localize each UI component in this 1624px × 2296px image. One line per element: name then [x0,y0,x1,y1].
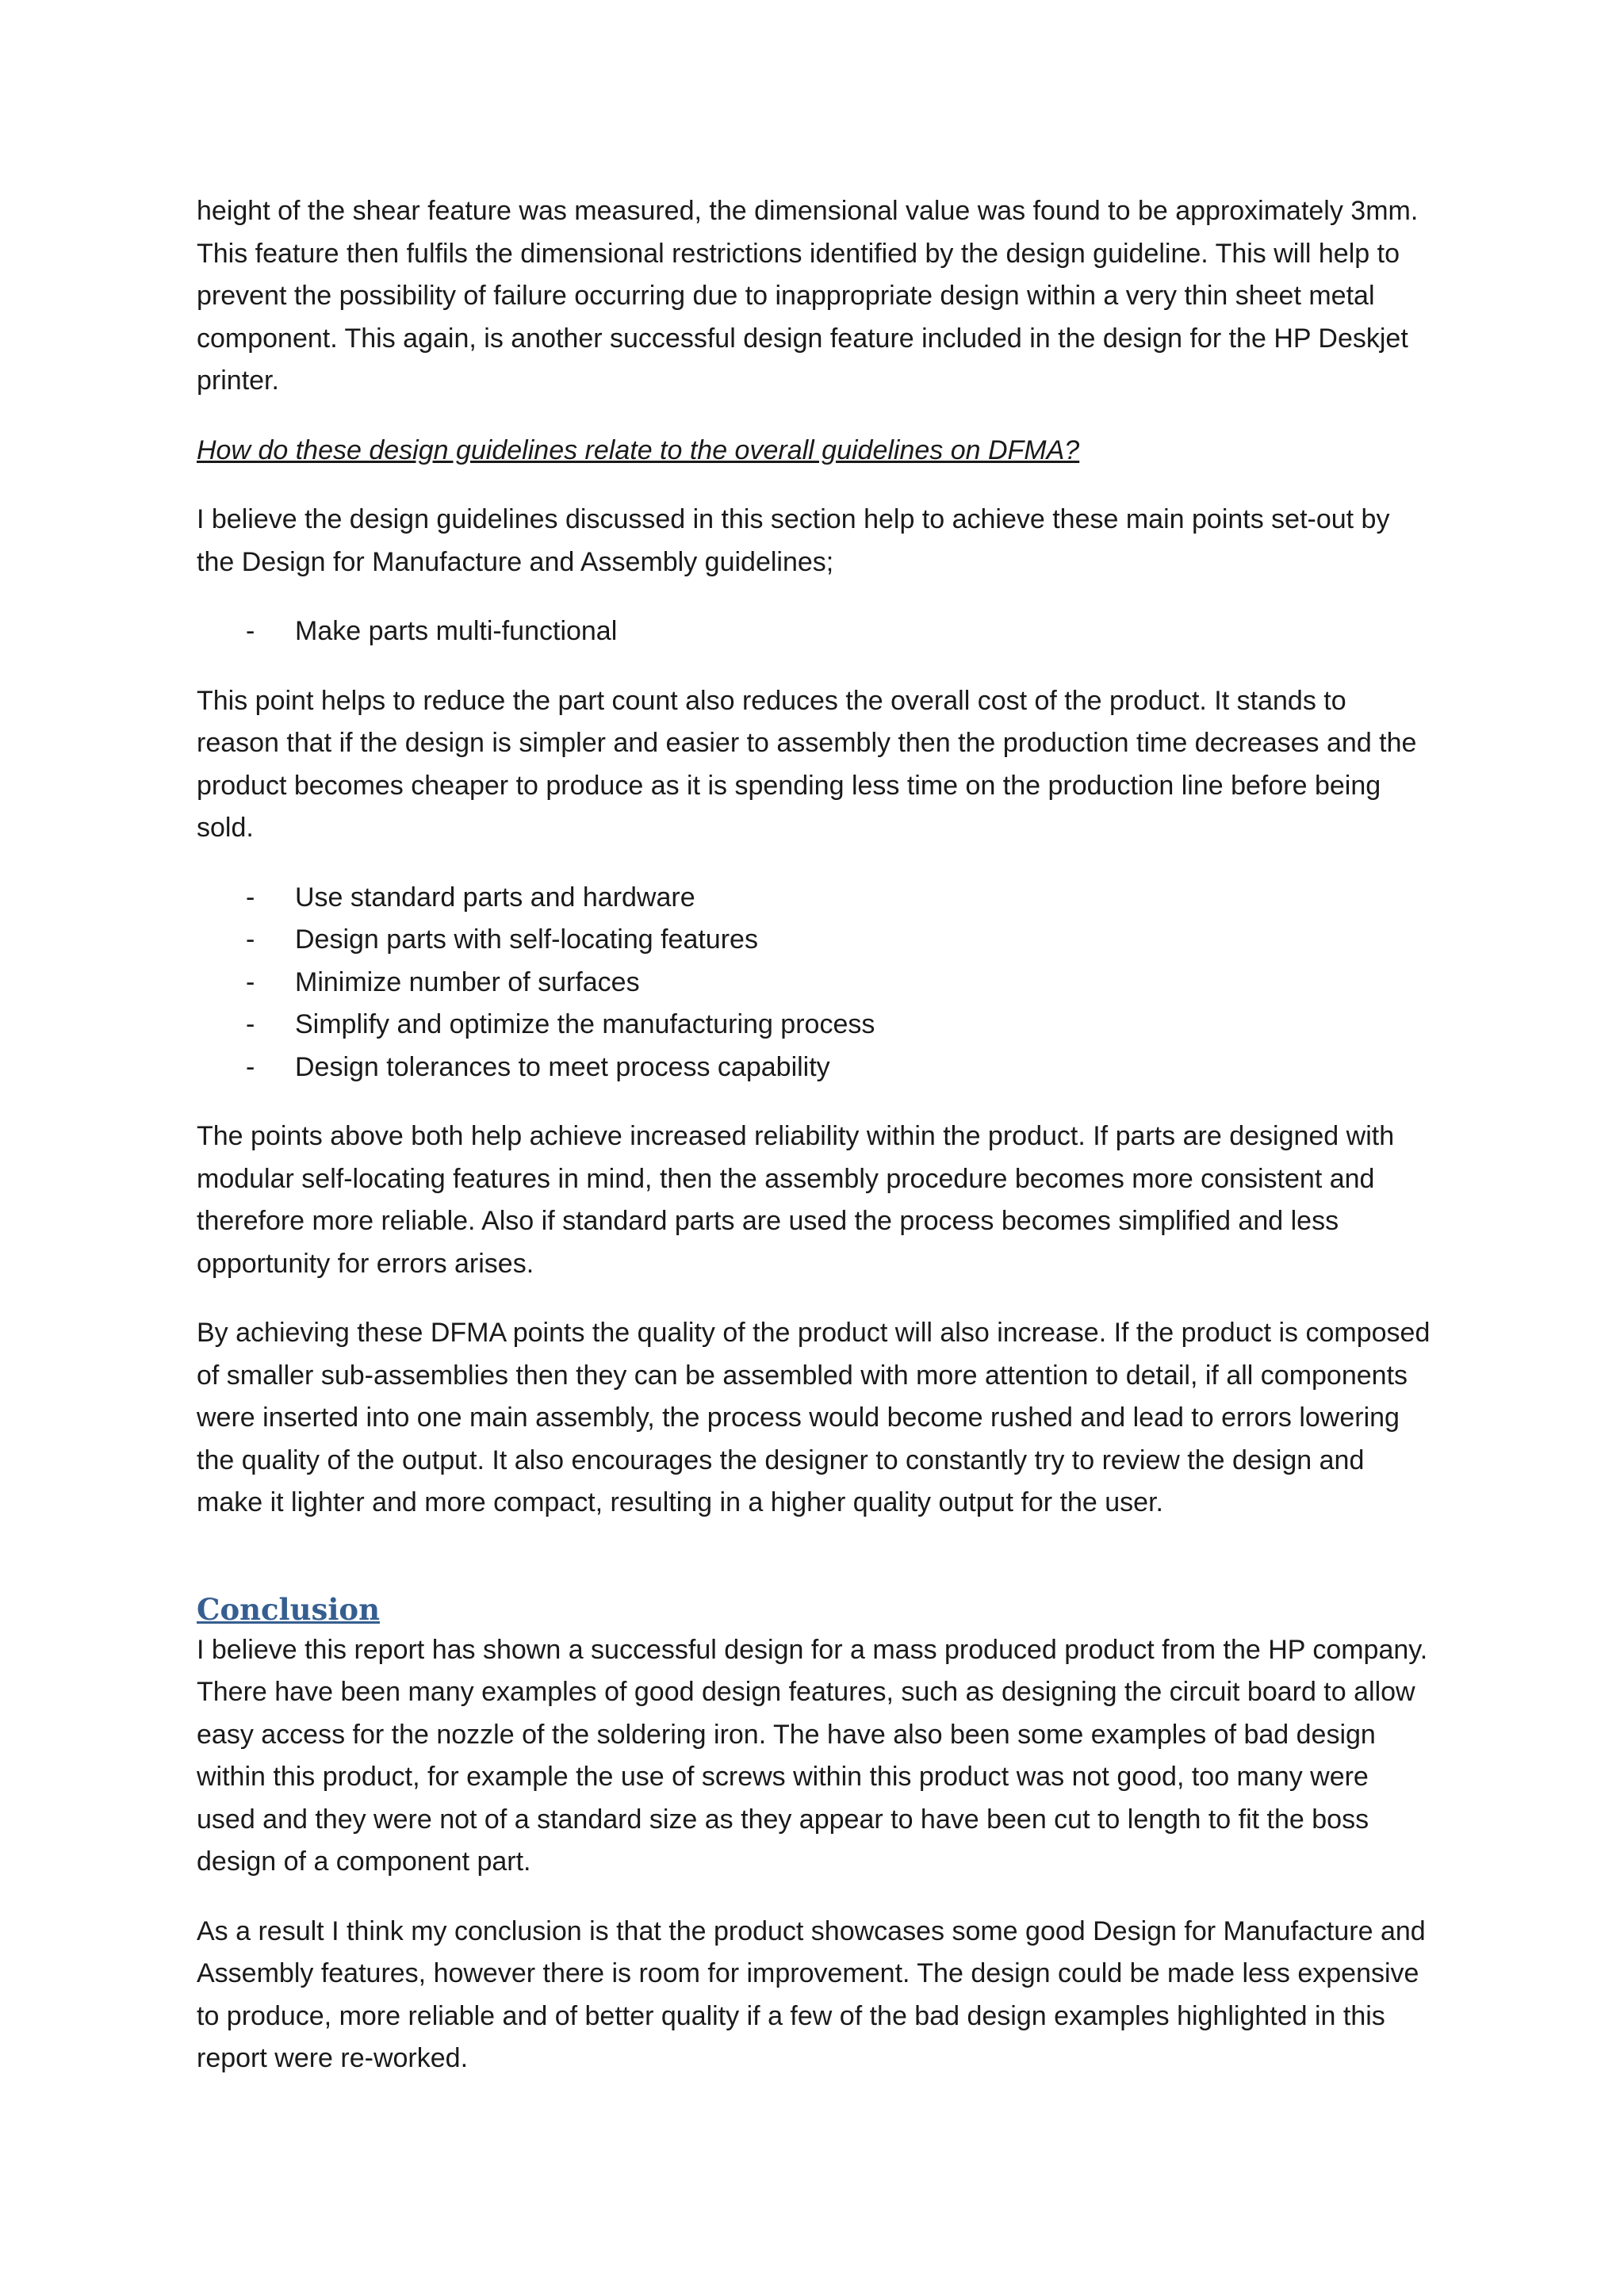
dash-bullet: - [246,1009,255,1039]
list-item [197,919,1434,962]
list-item [197,610,1434,653]
bullet-list-guidelines [197,877,1434,1089]
conclusion-paragraph-2: As a result I think my conclusion is that the product showcases some good Design for Manufacture and Assembly features, however there is room for improvement. The design could be made less expensive to produce, more reliable and of better quality if a few of the bad design examples highlighted in this report were re-worked. [197,1915,1426,2073]
list-item-text: Simplify and optimize the manufacturing process [295,1009,875,1039]
bullet-list-multifunctional [197,610,1434,653]
dash-bullet: - [246,616,255,646]
dash-bullet: - [246,1051,255,1082]
section-spacer [197,1552,1434,1590]
list-item-text: Design parts with self-locating features [295,924,758,955]
dash-bullet: - [246,882,255,913]
paragraph-part-count: This point helps to reduce the part count also reduces the overall cost of the product. It stands to reason that if the design is simpler and easier to assembly then the production time decreases and the product becomes cheaper to produce as it is spending less time on the production line before being sold. [197,685,1417,843]
paragraph-quality: By achieving these DFMA points the quality of the product will also increase. If the product is composed of smaller sub-assemblies then they can be assembled with more attention to detail, if all components were inserted into one main assembly, the process would become rushed and lead to errors lowering the quality of the output. It also encourages the designer to constantly try to review the design and make it lighter and more compact, resulting in a higher quality output for the user. [197,1318,1431,1517]
list-item [197,877,1434,920]
list-item [197,1004,1434,1047]
list-item [197,962,1434,1004]
dfma-question: How do these design guidelines relate to the overall guidelines on DFMA? [197,434,1080,465]
paragraph-design-guidelines: I believe the design guidelines discussed in this section help to achieve these main points set-out by the Design for Manufacture and Assembly guidelines; [197,504,1390,577]
paragraph-reliability: The points above both help achieve increased reliability within the product. If parts are designed with modular self-locating features in mind, then the assembly procedure becomes more consistent and therefore more reliable. Also if standard parts are used the process becomes simplified and less opportunity for errors arises. [197,1121,1395,1279]
conclusion-heading: Conclusion [197,1591,380,1627]
list-item-text: Design tolerances to meet process capability [295,1051,830,1082]
document-body [197,190,1434,2107]
list-item [197,1047,1434,1089]
list-item-text: Make parts multi-functional [295,616,618,646]
list-item-text: Minimize number of surfaces [295,966,640,997]
conclusion-paragraph-1: I believe this report has shown a successful design for a mass produced product from the HP company. There have been many examples of good design features, such as designing the circuit board to allow easy access for the nozzle of the soldering iron. The have also been some examples of bad design within this product, for example the use of screws within this product was not good, too many were used and they were not of a standard size as they appear to have been cut to length to fit the boss design of a component part. [197,1634,1428,1877]
list-item-text: Use standard parts and hardware [295,882,695,913]
paragraph-shear-feature: height of the shear feature was measured, the dimensional value was found to be approximately 3mm. This feature then fulfils the dimensional restrictions identified by the design guideline. This will help to prevent the possibility of failure occurring due to inappropriate design within a very thin sheet metal component. This again, is another successful design feature included in the design for the HP Deskjet printer. [197,196,1419,396]
dash-bullet: - [246,924,255,955]
dash-bullet: - [246,966,255,997]
